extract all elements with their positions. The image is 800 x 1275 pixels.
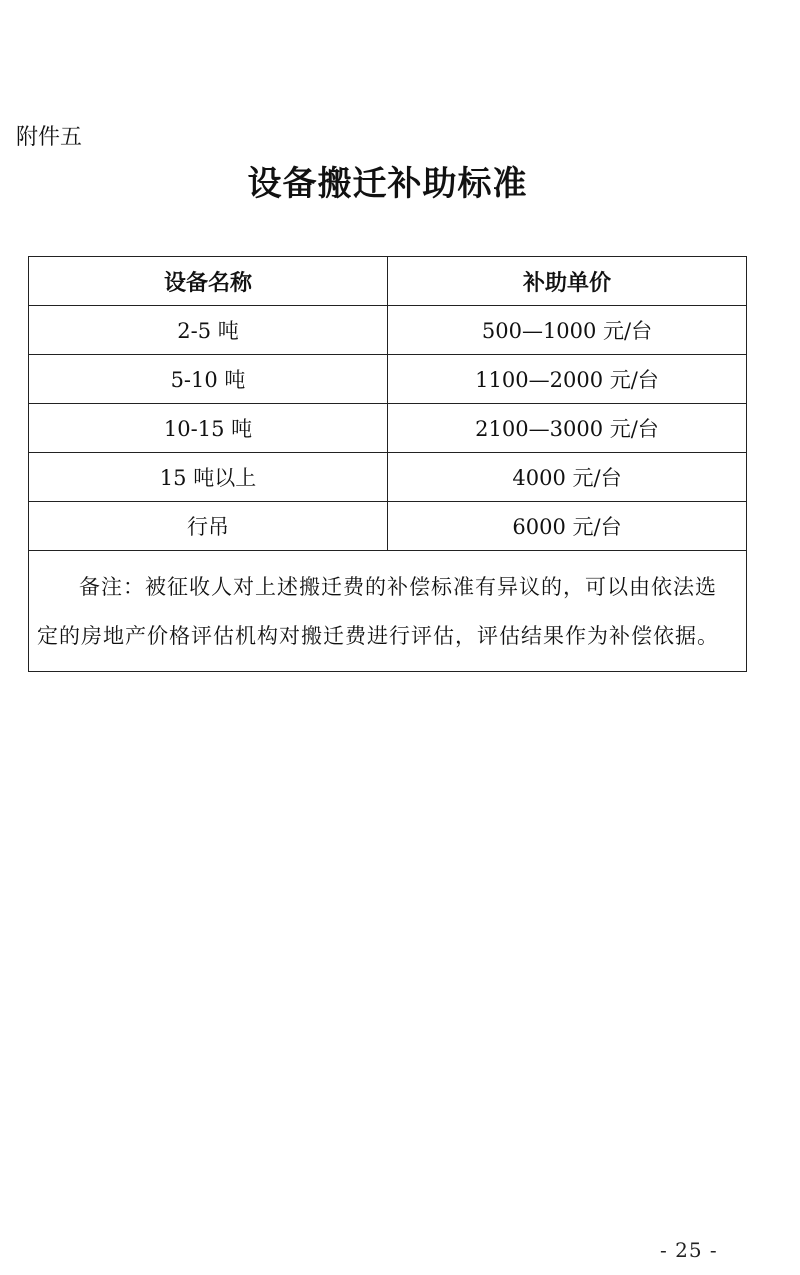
document-title: 设备搬迁补助标准: [247, 164, 528, 204]
table-header-row: [29, 257, 747, 306]
equipment-name-cell: 5-10 吨: [29, 355, 388, 404]
annex-label: 附件五: [16, 125, 83, 150]
unit-subsidy-cell: 1100—2000 元/台: [388, 355, 747, 404]
header-equipment-name: 设备名称: [29, 257, 388, 306]
table-row: [29, 502, 747, 551]
remarks-note: 备注：被征收人对上述搬迁费的补偿标准有异议的，可以由依法选定的房地产价格评估机构对搬迁费进行评估，评估结果作为补偿依据。: [29, 551, 747, 672]
table-row: [29, 306, 747, 355]
header-unit-subsidy: 补助单价: [388, 257, 747, 306]
equipment-name-cell: 15 吨以上: [29, 453, 388, 502]
page-number: - 25 -: [660, 1238, 718, 1262]
unit-subsidy-cell: 6000 元/台: [388, 502, 747, 551]
note-row: [29, 551, 747, 672]
unit-subsidy-cell: 500—1000 元/台: [388, 306, 747, 355]
equipment-name-cell: 10-15 吨: [29, 404, 388, 453]
subsidy-table: [28, 256, 747, 672]
unit-subsidy-cell: 4000 元/台: [388, 453, 747, 502]
equipment-name-cell: 2-5 吨: [29, 306, 388, 355]
table-row: [29, 355, 747, 404]
equipment-name-cell: 行吊: [29, 502, 388, 551]
unit-subsidy-cell: 2100—3000 元/台: [388, 404, 747, 453]
table-row: [29, 404, 747, 453]
table-row: [29, 453, 747, 502]
